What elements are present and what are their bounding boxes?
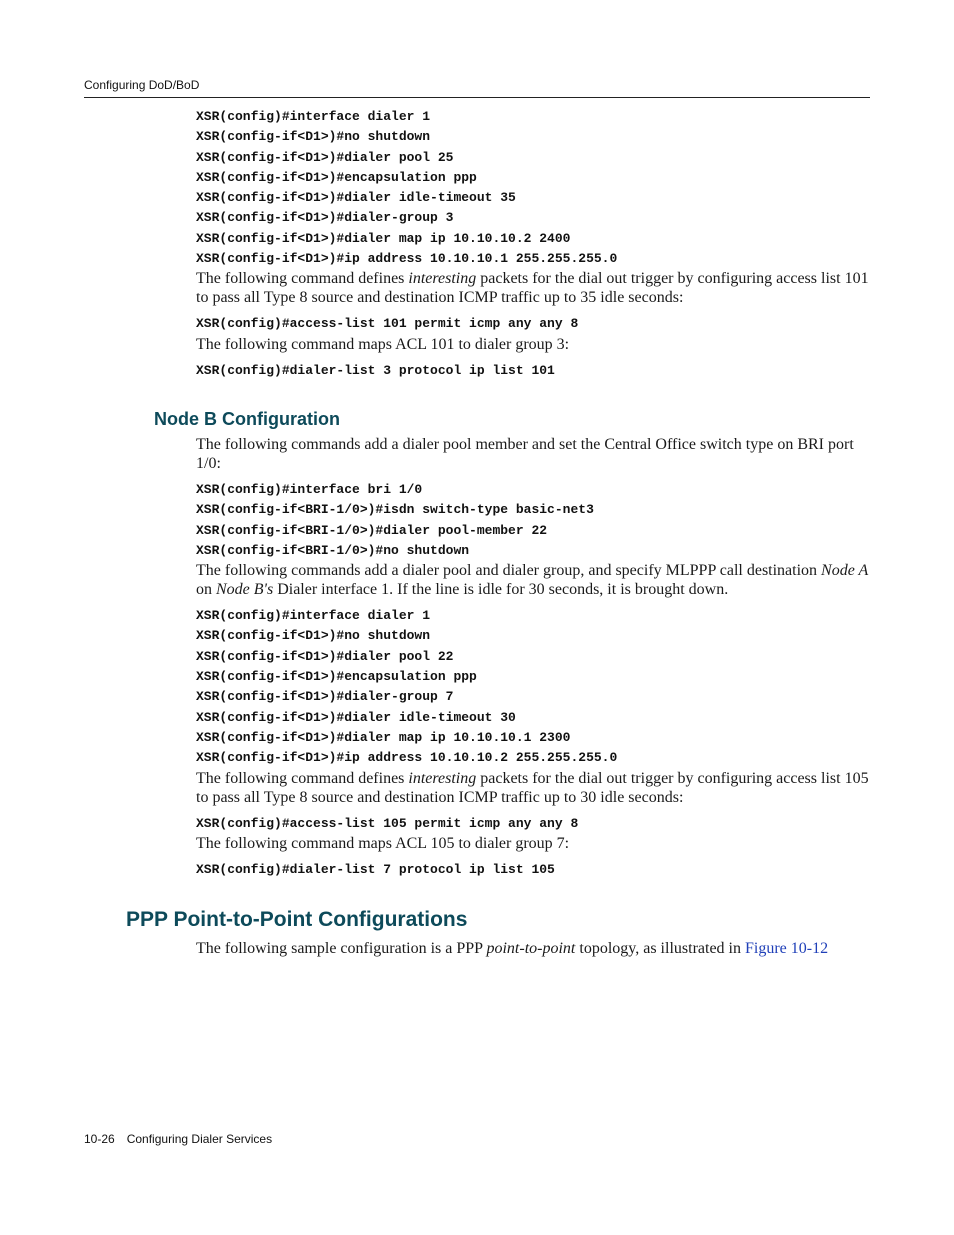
code-line: XSR(config-if<D1>)#ip address 10.10.10.2 255.255.255.0 bbox=[196, 750, 618, 766]
code-line: XSR(config-if<D1>)#ip address 10.10.10.1 255.255.255.0 bbox=[196, 251, 618, 267]
code-block-access-list-101 bbox=[196, 314, 954, 334]
heading-ppp-point-to-point: PPP Point-to-Point Configurations bbox=[126, 908, 468, 932]
code-line: XSR(config-if<BRI-1/0>)#dialer pool-member 22 bbox=[196, 522, 548, 538]
page-footer bbox=[84, 1132, 272, 1146]
code-line: XSR(config-if<D1>)#dialer map ip 10.10.10.2 2400 bbox=[196, 230, 571, 246]
running-header: Configuring DoD/BoD bbox=[84, 78, 200, 92]
code-line: XSR(config-if<D1>)#no shutdown bbox=[196, 628, 431, 644]
paragraph-dialer-pool-member: The following commands add a dialer pool member and set the Central Office switch type on BRI port 1/0: bbox=[196, 435, 854, 472]
paragraph-ppp-sample: The following sample configuration is a PPP point-to-point topology, as illustrated in Figure 10-12 bbox=[196, 940, 829, 958]
code-line: XSR(config-if<D1>)#encapsulation ppp bbox=[196, 669, 477, 685]
code-line: XSR(config-if<D1>)#dialer pool 22 bbox=[196, 648, 454, 664]
code-line: XSR(config)#access-list 105 permit icmp any any 8 bbox=[196, 815, 579, 831]
code-line: XSR(config-if<D1>)#dialer-group 3 bbox=[196, 210, 454, 226]
paragraph-mlppp-destination: The following commands add a dialer pool and dialer group, and specify MLPPP call destination Node A on Node B's Dialer interface 1. If the line is idle for 30 seconds, it is brought down. bbox=[196, 562, 869, 599]
code-line: XSR(config-if<D1>)#dialer pool 25 bbox=[196, 149, 454, 165]
paragraph-maps-acl-105: The following command maps ACL 105 to dialer group 7: bbox=[196, 834, 570, 852]
chapter-title: Configuring Dialer Services bbox=[126, 1132, 273, 1146]
code-line: XSR(config)#dialer-list 7 protocol ip list 105 bbox=[196, 861, 555, 877]
code-line: XSR(config)#interface dialer 1 bbox=[196, 608, 431, 624]
code-block-node-a-dialer bbox=[196, 107, 954, 269]
page-content bbox=[0, 107, 954, 958]
code-block-node-b-dialer bbox=[196, 606, 954, 768]
code-line: XSR(config-if<BRI-1/0>)#no shutdown bbox=[196, 542, 470, 558]
code-line: XSR(config-if<D1>)#dialer idle-timeout 35 bbox=[196, 190, 516, 206]
emphasis-interesting: interesting bbox=[408, 270, 477, 288]
page-number: 10-26 bbox=[84, 1132, 115, 1146]
figure-10-12-link[interactable]: Figure 10-12 bbox=[744, 940, 829, 958]
code-line: XSR(config-if<D1>)#dialer map ip 10.10.10.1 2300 bbox=[196, 729, 571, 745]
code-line: XSR(config-if<BRI-1/0>)#isdn switch-type basic-net3 bbox=[196, 502, 594, 518]
code-block-dialer-list-3 bbox=[196, 361, 954, 381]
code-line: XSR(config)#dialer-list 3 protocol ip list 101 bbox=[196, 362, 555, 378]
paragraph-maps-acl-101: The following command maps ACL 101 to dialer group 3: bbox=[196, 335, 570, 353]
code-line: XSR(config-if<D1>)#encapsulation ppp bbox=[196, 169, 477, 185]
paragraph-interesting-packets-101: The following command defines interesting packets for the dial out trigger by configuring access list 101 to pass all Type 8 source and destination ICMP traffic up to 35 idle seconds: bbox=[196, 270, 869, 307]
code-line: XSR(config)#access-list 101 permit icmp any any 8 bbox=[196, 316, 579, 332]
code-line: XSR(config-if<D1>)#dialer-group 7 bbox=[196, 689, 454, 705]
code-line: XSR(config)#interface bri 1/0 bbox=[196, 481, 423, 497]
code-block-bri-interface bbox=[196, 480, 954, 561]
paragraph-interesting-packets-105: The following command defines interesting packets for the dial out trigger by configuring access list 105 to pass all Type 8 source and destination ICMP traffic up to 30 idle seconds: bbox=[196, 769, 869, 806]
header-rule bbox=[84, 97, 870, 98]
heading-node-b-configuration: Node B Configuration bbox=[154, 408, 340, 429]
code-line: XSR(config)#interface dialer 1 bbox=[196, 109, 431, 124]
code-line: XSR(config-if<D1>)#no shutdown bbox=[196, 129, 431, 145]
code-line: XSR(config-if<D1>)#dialer idle-timeout 30 bbox=[196, 709, 516, 725]
code-block-dialer-list-7 bbox=[196, 860, 954, 880]
code-block-access-list-105 bbox=[196, 814, 954, 834]
